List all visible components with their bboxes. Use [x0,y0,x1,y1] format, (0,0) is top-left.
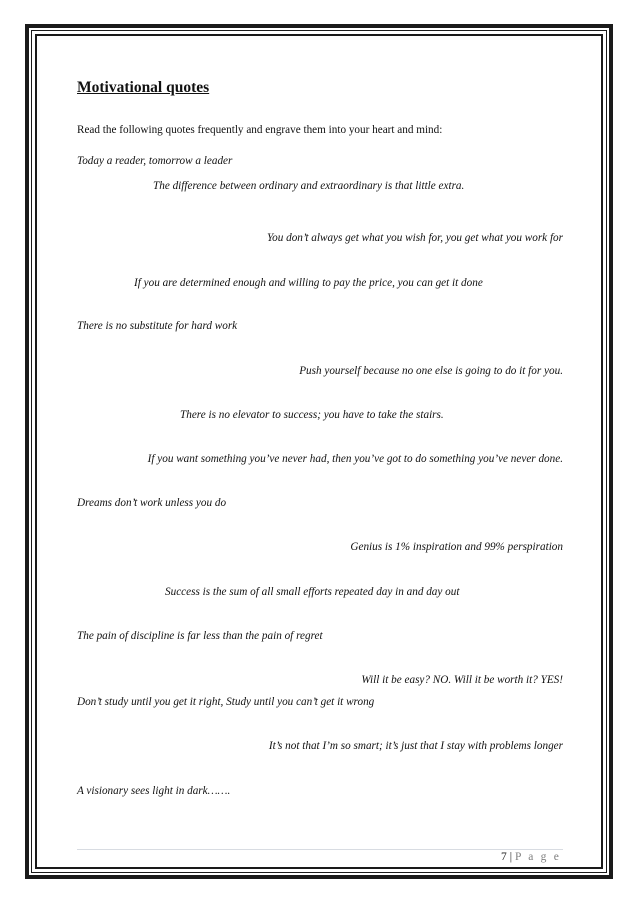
quote-8: If you want something you’ve never had, then you’ve got to do something you’ve never done. [147,453,563,465]
footer-divider [77,849,563,850]
quote-7: There is no elevator to success; you have to take the stairs. [180,409,444,421]
quote-4: If you are determined enough and willing to pay the price, you can get it done [134,277,483,289]
quote-15: It’s not that I’m so smart; it’s just that I stay with problems longer [268,740,563,752]
quote-13: Will it be easy? NO. Will it be worth it? YES! [361,674,563,686]
intro-text: Read the following quotes frequently and engrave them into your heart and mind: [77,124,443,136]
page-label: P a g e [515,851,561,863]
quote-14: Don’t study until you get it right, Study until you can’t get it wrong [77,696,375,708]
page-body [77,0,563,903]
quote-12: The pain of discipline is far less than the pain of regret [77,630,323,642]
quote-10: Genius is 1% inspiration and 99% perspiration [350,541,563,553]
quote-16: A visionary sees light in dark……. [77,785,231,797]
quote-6: Push yourself because no one else is going to do it for you. [299,365,563,377]
page-number: 7 [500,851,507,863]
footer-separator: | [509,851,513,863]
quote-5: There is no substitute for hard work [77,320,238,332]
quote-9: Dreams don’t work unless you do [77,497,227,509]
page-footer [501,851,561,863]
quote-11: Success is the sum of all small efforts repeated day in and day out [165,586,460,598]
quote-2: The difference between ordinary and extraordinary is that little extra. [153,180,465,192]
quote-1: Today a reader, tomorrow a leader [77,155,233,167]
document-title: Motivational quotes [77,79,210,96]
quote-3: You don’t always get what you wish for, you get what you work for [266,232,563,244]
